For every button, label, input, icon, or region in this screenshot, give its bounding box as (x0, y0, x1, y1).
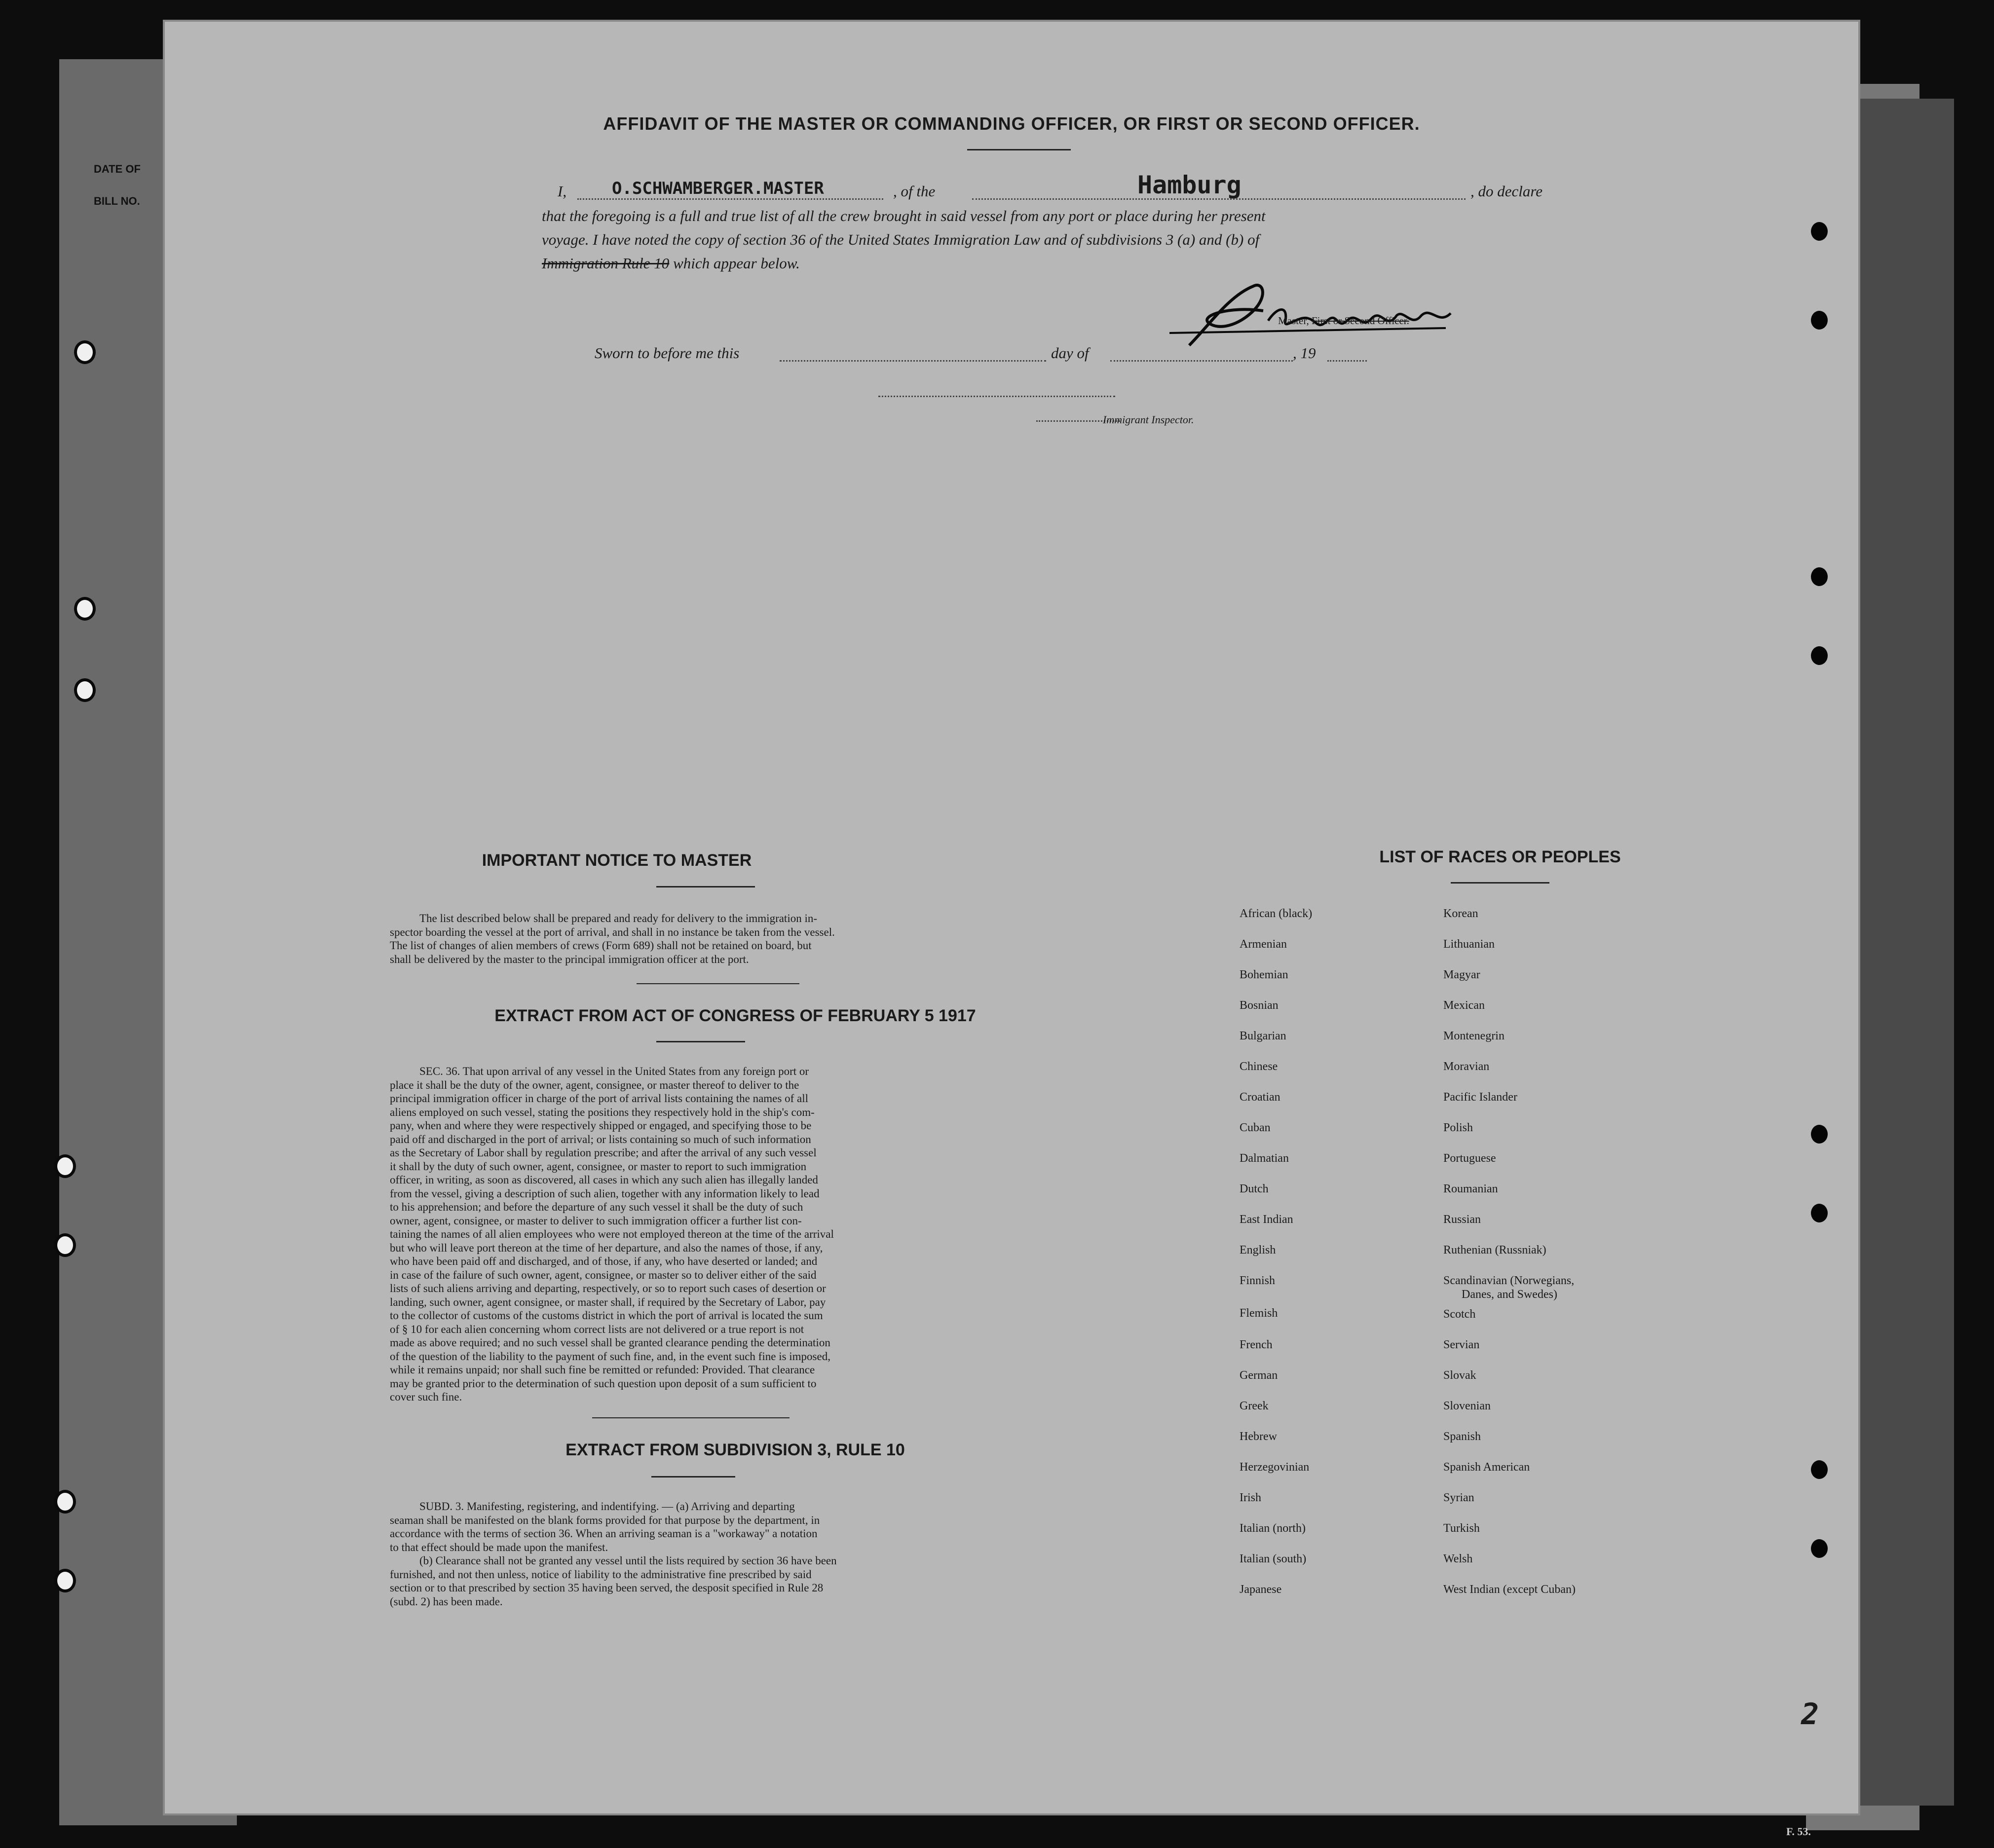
act-end-divider (592, 1417, 790, 1418)
race-item: Bulgarian (1240, 1030, 1286, 1042)
notice-line: The list described below shall be prepared and ready for delivery to the immigration in- (419, 912, 818, 924)
race-item: Mexican (1443, 999, 1485, 1012)
inspector-label: Immigrant Inspector. (1103, 413, 1194, 426)
day-of-label: day of (1051, 344, 1089, 362)
act-line: SEC. 36. That upon arrival of any vessel in the United States from any foreign port or (419, 1065, 809, 1077)
sworn-day-line (780, 360, 1046, 362)
act-line: lists of such aliens arriving and departing, respectively, or so to report such cases of desertion or (390, 1282, 826, 1294)
punch-hole-icon (1811, 1125, 1828, 1144)
race-item: Greek (1240, 1400, 1269, 1412)
punch-hole-icon (1811, 222, 1828, 241)
notice-line: The list of changes of alien members of crews (Form 689) shall not be retained on board, but (390, 939, 812, 952)
race-item: Scandinavian (Norwegians, (1443, 1274, 1575, 1287)
race-item: Syrian (1443, 1491, 1474, 1504)
act-line: while it remains unpaid; nor shall such fine be remitted or refunded: Provided. That clearance (390, 1364, 815, 1376)
notice-body (390, 912, 1076, 966)
do-declare-label: , do declare (1470, 183, 1543, 200)
rule-line: (b) Clearance shall not be granted any vessel until the lists required by section 36 have been (419, 1554, 837, 1567)
race-item: African (black) (1240, 907, 1313, 920)
race-item: English (1240, 1244, 1276, 1257)
race-item: Dalmatian (1240, 1152, 1289, 1165)
race-item: West Indian (except Cuban) (1443, 1583, 1576, 1596)
race-item: Pacific Islander (1443, 1091, 1517, 1104)
race-item: Servian (1443, 1338, 1480, 1351)
affidavit-page (163, 20, 1860, 1815)
race-item: Bosnian (1240, 999, 1279, 1012)
act-line: of § 10 for each alien concerning whom correct lists are not delivered or a true report is not (390, 1323, 804, 1335)
punch-hole-icon (1811, 567, 1828, 586)
rule-line: to that effect should be made upon the manifest. (390, 1541, 608, 1553)
struck-rule-text: Immigration Rule 10 (542, 255, 670, 272)
punch-hole-icon (74, 340, 96, 364)
act-line: pany, when and where they were respectively shipped or engaged, and specifying those to be (390, 1119, 812, 1132)
act-line: aliens employed on such vessel, stating the positions they respectively hold in the ship's com- (390, 1106, 815, 1118)
inspector-signature-line (878, 396, 1115, 397)
punch-hole-icon (1811, 646, 1828, 665)
punch-hole-icon (54, 1490, 76, 1514)
race-item: Hebrew (1240, 1430, 1277, 1443)
race-item: French (1240, 1338, 1273, 1351)
year-label: , 19 (1293, 344, 1316, 362)
race-item: Croatian (1240, 1091, 1280, 1104)
sworn-month-line (1110, 360, 1293, 362)
rule-line: accordance with the terms of section 36. When an arriving seaman is a "workaway" a notation (390, 1527, 818, 1540)
punch-hole-icon (74, 678, 96, 702)
page-mark: 2 (1801, 1697, 1819, 1732)
ship-dotted-line (972, 198, 1466, 200)
rule-line: (subd. 2) has been made. (390, 1595, 503, 1608)
act-line: officer, in writing, as soon as discovered, all cases in which any such alien has illegally landed (390, 1174, 818, 1186)
act-line: in case of the failure of such owner, agent, consignee, or master so to deliver either of the said (390, 1268, 817, 1281)
affidavit-line-3: voyage. I have noted the copy of section 36 of the United States Immigration Law and of subdivisions 3 (a) and (b) of (542, 231, 1260, 248)
act-line: made as above required; and no such vessel shall be granted clearance pending the determination (390, 1336, 830, 1349)
race-item: Finnish (1240, 1274, 1276, 1287)
races-title-divider (1451, 882, 1549, 884)
punch-hole-icon (74, 597, 96, 621)
affidavit-line-4 (542, 255, 800, 272)
rule-line: SUBD. 3. Manifesting, registering, and indentifying. — (a) Arriving and departing (419, 1500, 795, 1513)
act-extract-body (390, 1065, 1076, 1404)
race-item: Armenian (1240, 938, 1287, 951)
punch-hole-icon (54, 1233, 76, 1257)
rule-extract-body (390, 1500, 1076, 1608)
i-label: I, (558, 183, 567, 200)
race-item: Danes, and Swedes) (1462, 1288, 1557, 1301)
race-item: Herzegovinian (1240, 1461, 1310, 1474)
race-item: Irish (1240, 1491, 1261, 1504)
rule-line: furnished, and not then unless, notice of liability to the administrative fine prescribed by said (390, 1568, 812, 1581)
race-item: Moravian (1443, 1060, 1490, 1073)
act-line: to his apprehension; and before the departure of any such vessel it shall be the duty of such (390, 1201, 803, 1213)
name-dotted-line (577, 198, 883, 200)
race-item: Flemish (1240, 1307, 1278, 1320)
act-line: it shall by the duty of such owner, agent, consignee, or master to report to such immigration (390, 1160, 807, 1173)
master-name-value: O.SCHWAMBERGER.MASTER (612, 179, 824, 198)
races-title: LIST OF RACES OR PEOPLES (1379, 848, 1621, 866)
act-line: owner, agent, consignee, or master to deliver to such immigration officer a further list con- (390, 1214, 802, 1227)
of-the-label: , of the (893, 183, 936, 200)
rule-line: seaman shall be manifested on the blank forms provided for that purpose by the department, in (390, 1514, 820, 1526)
act-title-divider (656, 1041, 745, 1042)
punch-hole-icon (54, 1154, 76, 1178)
punch-hole-icon (1811, 1460, 1828, 1479)
race-item: Cuban (1240, 1121, 1271, 1134)
punch-hole-icon (1811, 1204, 1828, 1222)
act-line: may be granted prior to the determination of such question upon deposit of a sum sufficient to (390, 1377, 817, 1390)
rule-line: section or to that prescribed by section 35 having been served, the desposit specified in Rule 28 (390, 1582, 824, 1594)
sworn-label: Sworn to before me this (595, 344, 740, 362)
date-of-label: DATE OF (94, 163, 141, 175)
race-item: Roumanian (1443, 1183, 1498, 1195)
affidavit-line-2: that the foregoing is a full and true list of all the crew brought in said vessel from any port or place during her present (542, 207, 1266, 224)
act-line: of the question of the liability to the payment of such fine, and, in the event such fine is imposed, (390, 1350, 830, 1363)
race-item: Spanish (1443, 1430, 1481, 1443)
punch-hole-icon (1811, 311, 1828, 330)
race-item: Spanish American (1443, 1461, 1530, 1474)
act-line: as the Secretary of Labor shall by regulation prescribe; and after the arrival of any such vessel (390, 1146, 817, 1159)
notice-divider (656, 886, 755, 887)
race-item: Turkish (1443, 1522, 1480, 1535)
act-line: paid off and discharged in the port of arrival; or lists containing so much of such information (390, 1133, 811, 1146)
race-item: Russian (1443, 1213, 1481, 1226)
title-divider (967, 149, 1071, 150)
race-item: Slovak (1443, 1369, 1476, 1382)
race-item: Welsh (1443, 1552, 1473, 1565)
signature-caption-struck: First or Second Officer. (1311, 315, 1409, 327)
race-item: Portuguese (1443, 1152, 1496, 1165)
race-item: Chinese (1240, 1060, 1278, 1073)
underlying-page-right-edge (1855, 99, 1954, 1806)
race-item: Ruthenian (Russniak) (1443, 1244, 1546, 1257)
notice-title: IMPORTANT NOTICE TO MASTER (482, 851, 752, 870)
race-item: Korean (1443, 907, 1478, 920)
act-line: to the collector of customs of the customs district in which the port of arrival is located the sum (390, 1309, 823, 1322)
affidavit-line-4-rest: which appear below. (673, 255, 800, 272)
race-item: Scotch (1443, 1308, 1476, 1321)
notice-line: spector boarding the vessel at the port of arrival, and shall in no instance be taken from the vessel. (390, 925, 835, 938)
race-item: East Indian (1240, 1213, 1293, 1226)
race-item: German (1240, 1369, 1278, 1382)
act-line: who have been paid off and discharged, and of those, if any, who have deserted or landed; and (390, 1255, 818, 1267)
race-item: Montenegrin (1443, 1030, 1505, 1042)
race-item: Bohemian (1240, 968, 1288, 981)
punch-hole-icon (1811, 1539, 1828, 1558)
act-line: cover such fine. (390, 1391, 462, 1403)
race-item: Dutch (1240, 1183, 1269, 1195)
form-number: F. 53. (1786, 1825, 1811, 1838)
sworn-year-line (1327, 360, 1367, 362)
ship-name-value: Hamburg (1137, 171, 1242, 199)
affidavit-title: AFFIDAVIT OF THE MASTER OR COMMANDING OFFICER, OR FIRST OR SECOND OFFICER. (603, 113, 1420, 134)
act-line: from the vessel, giving a description of such alien, together with any information likely to lead (390, 1187, 820, 1200)
act-line: but who will leave port thereon at the time of her departure, and also the names of those, if any, (390, 1241, 823, 1254)
race-item: Magyar (1443, 968, 1480, 981)
rule-extract-title: EXTRACT FROM SUBDIVISION 3, RULE 10 (565, 1441, 905, 1459)
bill-no-label: BILL NO. (94, 195, 140, 207)
signature-caption (1278, 315, 1409, 327)
act-line: principal immigration officer in charge of the port of arrival lists containing the names of all (390, 1092, 808, 1105)
punch-hole-icon (54, 1569, 76, 1592)
act-extract-title: EXTRACT FROM ACT OF CONGRESS OF FEBRUARY 5 1917 (494, 1006, 976, 1025)
race-item: Lithuanian (1443, 938, 1495, 951)
race-item: Italian (north) (1240, 1522, 1306, 1535)
rule-title-divider (651, 1476, 735, 1478)
act-line: taining the names of all alien employees who were not employed thereon at the time of the arrival (390, 1228, 834, 1240)
act-line: place it shall be the duty of the owner, agent, consignee, or master thereof to deliver to the (390, 1078, 799, 1091)
race-item: Polish (1443, 1121, 1473, 1134)
race-item: Japanese (1240, 1583, 1282, 1596)
race-item: Slovenian (1443, 1400, 1491, 1412)
notice-end-divider (637, 983, 799, 984)
race-item: Italian (south) (1240, 1552, 1307, 1565)
notice-line: shall be delivered by the master to the principal immigration officer at the port. (390, 953, 749, 965)
act-line: landing, such owner, agent consignee, or master shall, if required by the Secretary of Labor, pay (390, 1295, 826, 1308)
signature-caption-master: Master, (1278, 315, 1309, 327)
